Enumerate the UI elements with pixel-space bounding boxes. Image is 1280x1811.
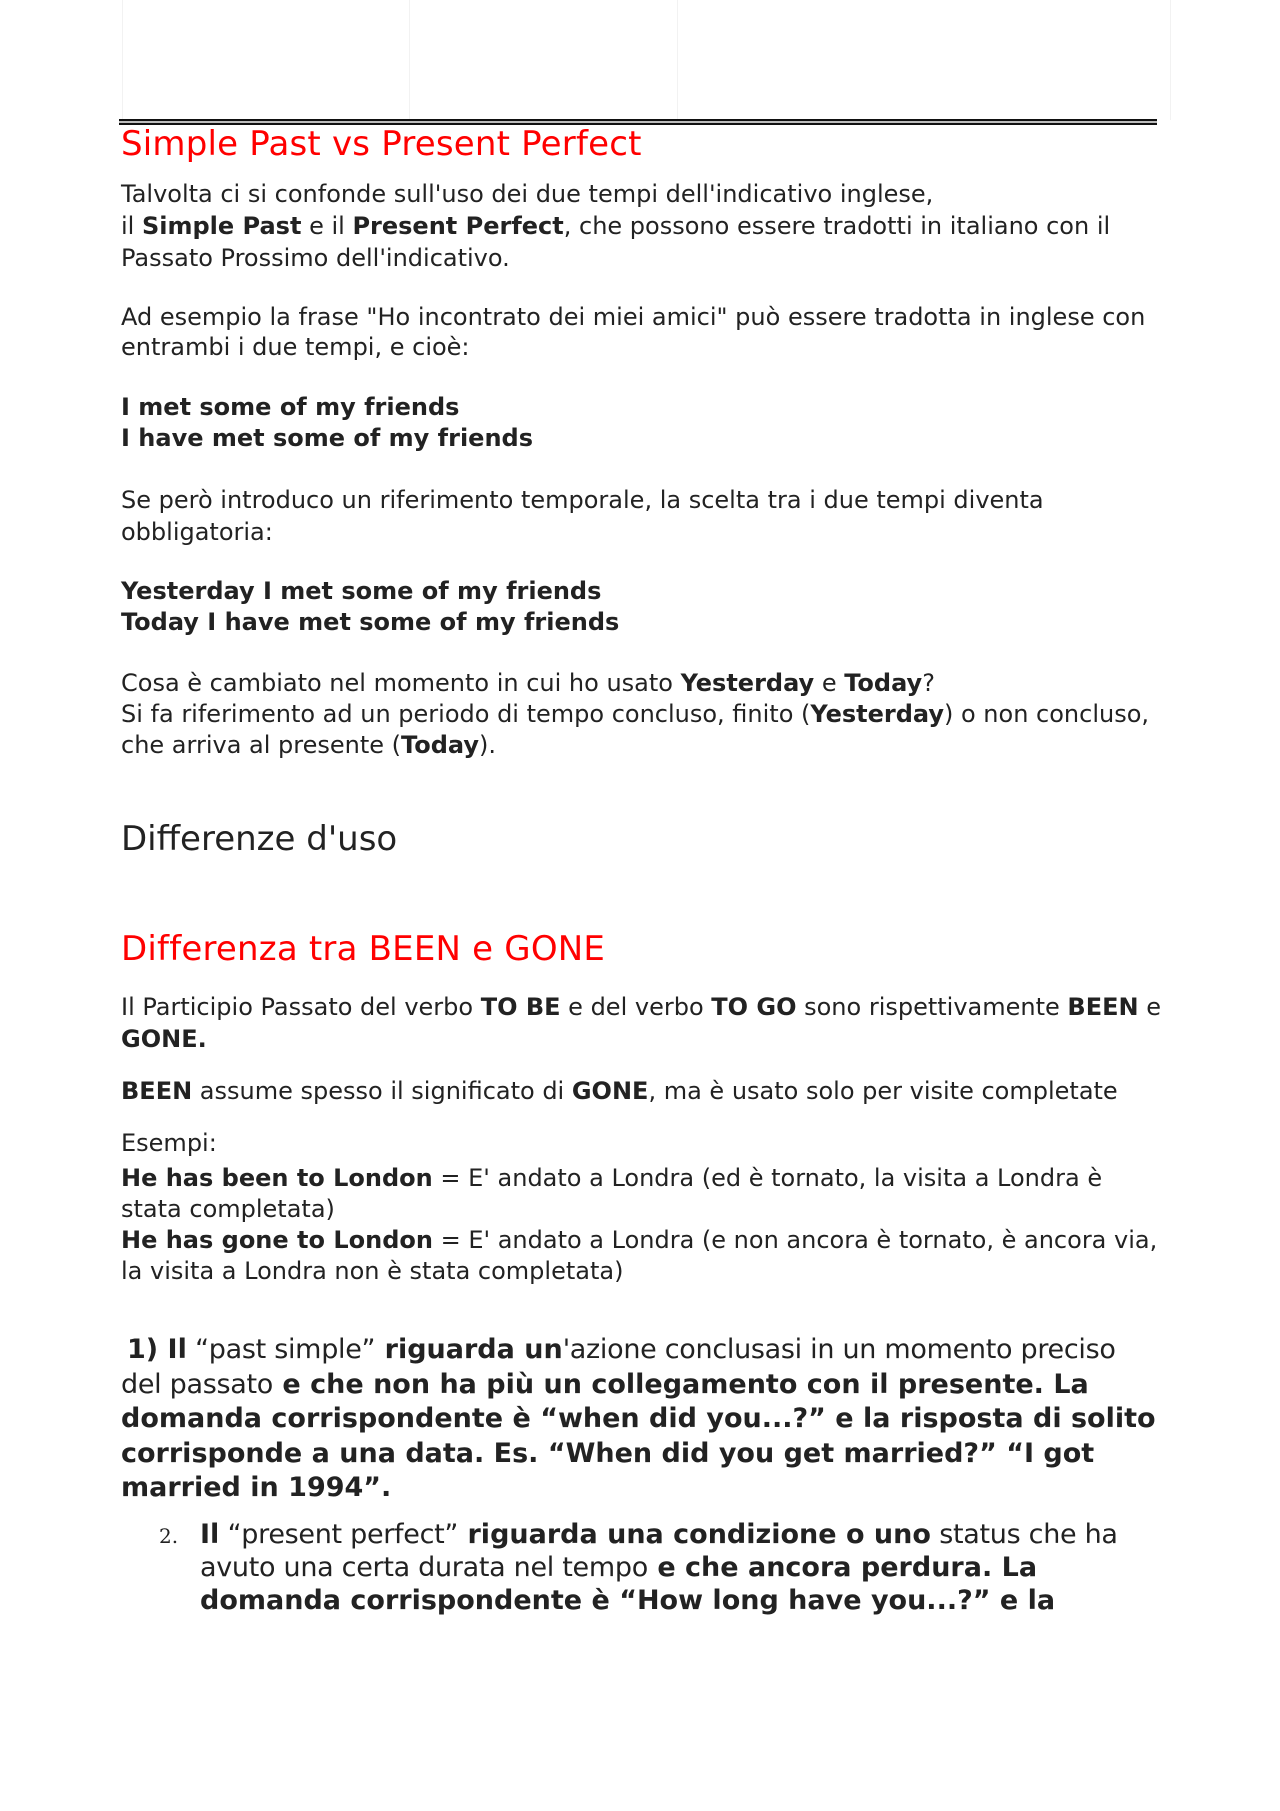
been-meaning-paragraph [121, 1075, 1161, 1107]
example-sentence: I met some of my friends [121, 393, 460, 421]
para-text: e [1138, 993, 1161, 1021]
header-table-cell [122, 0, 409, 120]
header-table-cell [409, 0, 677, 120]
question-text: Cosa è cambiato nel momento in cui ho usato [121, 669, 681, 697]
rule-text: status che ha avuto una certa durata nel tempo [200, 1518, 1118, 1583]
example-italian: = E' andato a Londra (e non ancora è tornato, è ancora via, la visita a Londra non è stata completata) [121, 1226, 1158, 1285]
rule-bold-text: Il [200, 1518, 220, 1550]
term-yesterday: Yesterday [810, 700, 944, 728]
document-body [121, 124, 1161, 1617]
list-marker: 2. [159, 1523, 179, 1548]
example-been [121, 1163, 1161, 1225]
intro-line-1: Talvolta ci si confonde sull'uso dei due tempi dell'indicativo inglese, [121, 180, 934, 208]
rule-item-1 [121, 1333, 1161, 1506]
question-paragraph [121, 668, 1161, 761]
example-intro-paragraph: Ad esempio la frase "Ho incontrato dei miei amici" può essere tradotta in inglese con entrambi i due tempi, e cioè: [121, 303, 1146, 361]
intro-text: e il [301, 212, 353, 240]
rule-text: 'azione conclusasi in un momento preciso del passato [121, 1334, 1116, 1400]
intro-paragraph [121, 178, 1161, 274]
temporal-note-paragraph: Se però introduco un riferimento temporale, la scelta tra i due tempi diventa obbligatoria: [121, 486, 1044, 546]
para-text: e del verbo [560, 993, 712, 1021]
para-text: , ma è usato solo per visite completate [648, 1077, 1118, 1105]
example-italian: = E' andato a Londra (ed è tornato, la visita a Londra è stata completata) [121, 1164, 1103, 1223]
term-been: BEEN [121, 1077, 193, 1105]
term-gone: GONE. [121, 1025, 207, 1053]
para-text: sono rispettivamente [796, 993, 1068, 1021]
example-english: He has gone to London [121, 1226, 433, 1254]
examples-label: Esempi: [121, 1129, 217, 1157]
example-sentence: I have met some of my friends [121, 424, 533, 452]
rule-item-2 [123, 1518, 1161, 1617]
rule-bold-text: e che ancora perdura. La domanda corrispondente è “How long have you...?” e la [200, 1551, 1056, 1616]
explanation-text: Si fa riferimento ad un periodo di tempo concluso, finito ( [121, 700, 811, 728]
section-title-been-gone: Differenza tra BEEN e GONE [121, 929, 606, 969]
para-text: Il Participio Passato del verbo [121, 993, 481, 1021]
header-table-cell [677, 0, 1171, 120]
section-title-differenze-uso: Differenze d'uso [121, 819, 398, 859]
example-gone [121, 1225, 1161, 1287]
section-title-simple-past-vs-present-perfect: Simple Past vs Present Perfect [121, 124, 642, 164]
term-gone: GONE [571, 1077, 649, 1105]
rule-term-quote: “present perfect” [219, 1518, 459, 1550]
term-present-perfect: Present Perfect [352, 212, 564, 240]
rule-term-quote: “past simple” [186, 1334, 376, 1365]
intro-text: il [121, 212, 142, 240]
term-yesterday: Yesterday [680, 669, 815, 697]
question-text: e [814, 669, 845, 697]
term-been: BEEN [1067, 993, 1139, 1021]
explanation-text: ). [478, 731, 496, 759]
question-text: ? [922, 669, 935, 697]
rule-number: 1) Il [127, 1334, 187, 1365]
term-today: Today [844, 669, 923, 697]
explanation-text: ) o non concluso, che arriva al presente ( [121, 700, 1150, 759]
rule-bold-text: riguarda un [375, 1334, 563, 1365]
example-sentence: Today I have met some of my friends [121, 608, 620, 636]
term-today: Today [401, 731, 479, 759]
term-to-be: TO BE [480, 993, 561, 1021]
example-sentence: Yesterday I met some of my friends [121, 577, 602, 605]
rule-bold-text: e che non ha più un collegamento con il presente. La domanda corrispondente è “when did you...?” e la risposta di solito corrisponde a una data. Es. “When did you get married?” “I got married in 1994”. [121, 1368, 1156, 1503]
para-text: assume spesso il significato di [192, 1077, 572, 1105]
example-english: He has been to London [121, 1164, 433, 1192]
rule-bold-text: riguarda una condizione o uno [458, 1518, 931, 1550]
term-simple-past: Simple Past [141, 212, 302, 240]
term-to-go: TO GO [711, 993, 797, 1021]
participle-paragraph [121, 991, 1161, 1055]
header-table [122, 0, 1171, 120]
intro-text: , che possono essere tradotti in italiano con il Passato Prossimo dell'indicativo. [121, 212, 1111, 272]
